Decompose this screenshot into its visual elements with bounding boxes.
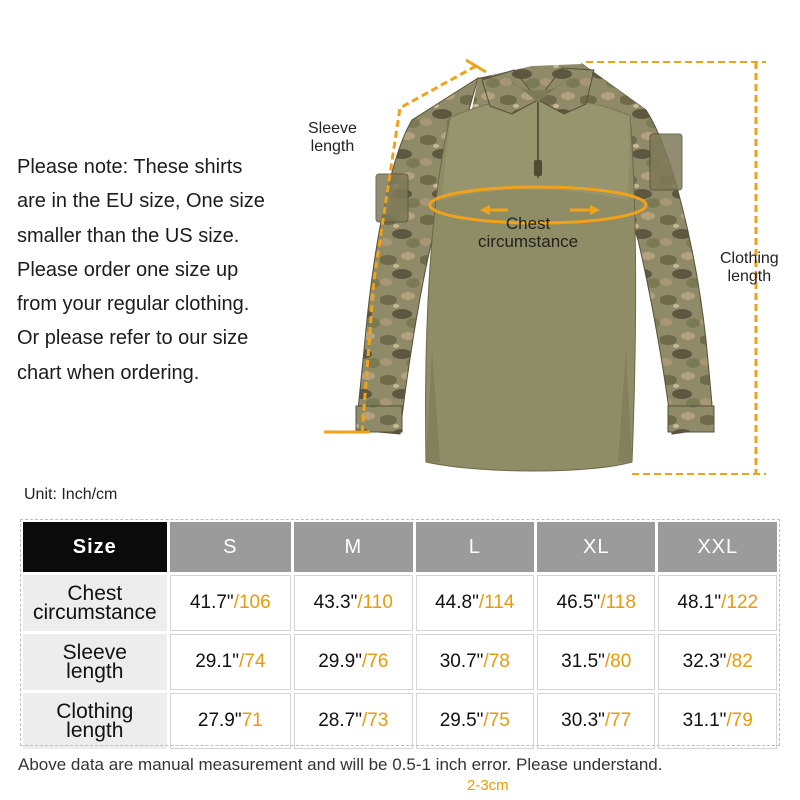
sleeve-pocket	[376, 174, 408, 222]
shirt-illustration	[300, 50, 800, 490]
note-line: smaller than the US size.	[17, 224, 240, 247]
note-line: from your regular clothing.	[17, 293, 250, 316]
zipper-pull	[534, 160, 542, 176]
sleeve-measure-tick	[466, 60, 486, 72]
table-cell: 32.3"/82	[658, 634, 777, 690]
table-cell: 48.1"/122	[658, 575, 777, 631]
table-cell: 31.5"/80	[537, 634, 655, 690]
table-cell: 28.7"/73	[294, 693, 412, 749]
size-note	[17, 150, 307, 390]
row-label-chest: Chest circumstance	[23, 575, 167, 631]
note-line: chart when ordering.	[17, 361, 200, 384]
size-column-header: S	[170, 522, 291, 572]
chest-label: Chest circumstance	[478, 214, 579, 251]
note-line: Please order one size up	[17, 258, 239, 281]
table-cell: 41.7"/106	[170, 575, 291, 631]
size-chart-table	[20, 519, 780, 752]
clothing-length-label: Clothing length	[720, 250, 779, 285]
size-column-header: M	[294, 522, 412, 572]
size-column-header: XXL	[658, 522, 777, 572]
table-row	[23, 693, 777, 749]
table-cell: 30.3"/77	[537, 693, 655, 749]
note-line: are in the EU size, One size	[17, 190, 265, 213]
table-cell: 29.9"/76	[294, 634, 412, 690]
right-cuff	[668, 406, 714, 432]
size-column-header: L	[416, 522, 534, 572]
table-row	[23, 634, 777, 690]
measurement-disclaimer-cm: 2-3cm	[467, 777, 509, 794]
table-header-row	[23, 522, 777, 572]
measurement-disclaimer: Above data are manual measurement and will be 0.5-1 inch error. Please understand.	[18, 755, 663, 774]
table-cell: 29.1"/74	[170, 634, 291, 690]
row-label-sleeve: Sleeve length	[23, 634, 167, 690]
table-row	[23, 575, 777, 631]
size-column-header: XL	[537, 522, 655, 572]
unit-label: Unit: Inch/cm	[24, 486, 118, 503]
table-cell: 46.5"/118	[537, 575, 655, 631]
table-cell: 27.9"71	[170, 693, 291, 749]
size-header: Size	[23, 522, 167, 572]
sleeve-length-label: Sleeve length	[308, 120, 357, 155]
note-line: Or please refer to our size	[17, 327, 249, 350]
table-cell: 43.3"/110	[294, 575, 412, 631]
note-line: Please note: These shirts	[17, 156, 243, 178]
table-cell: 29.5"/75	[416, 693, 534, 749]
table-cell: 44.8"/114	[416, 575, 534, 631]
sleeve-pocket	[650, 134, 682, 190]
table-cell: 31.1"/79	[658, 693, 777, 749]
row-label-clothing: Clothing length	[23, 693, 167, 749]
table-cell: 30.7"/78	[416, 634, 534, 690]
